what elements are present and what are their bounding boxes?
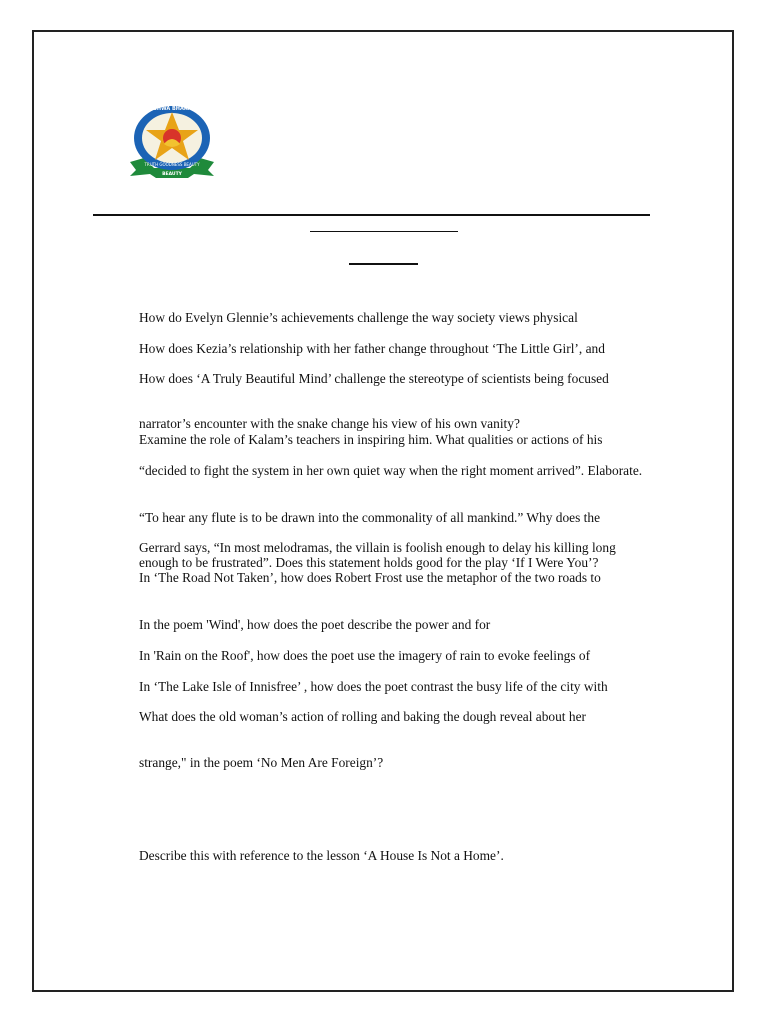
- logo-top-text: VISHWA BHARATI: [147, 106, 197, 112]
- subtitle-underline: [349, 263, 418, 265]
- logo-ribbon-text: BEAUTY: [162, 172, 182, 177]
- question-line: Describe this with reference to the lesson ‘A House Is Not a Home’.: [139, 848, 504, 863]
- question-line: In the poem 'Wind', how does the poet describe the power and for: [139, 617, 491, 632]
- school-logo: [124, 100, 220, 180]
- question-line: What does the old woman’s action of rolling and baking the dough reveal about her: [139, 709, 586, 724]
- question-line: In 'Rain on the Roof', how does the poet use the imagery of rain to evoke feelings of: [139, 648, 591, 663]
- header-rule: [93, 214, 650, 216]
- question-line: Gerrard says, “In most melodramas, the villain is foolish enough to delay his killing long: [139, 540, 616, 555]
- question-line: In ‘The Road Not Taken’, how does Robert Frost use the metaphor of the two roads to: [139, 570, 601, 585]
- question-line: strange," in the poem ‘No Men Are Foreign’?: [139, 755, 384, 770]
- question-line: In ‘The Lake Isle of Innisfree’ , how does the poet contrast the busy life of the city with: [139, 679, 608, 694]
- question-line: How do Evelyn Glennie’s achievements challenge the way society views physical: [139, 310, 578, 325]
- title-underline: [310, 231, 458, 232]
- question-line: narrator’s encounter with the snake change his view of his own vanity?: [139, 416, 520, 431]
- question-line: “To hear any flute is to be drawn into the commonality of all mankind.” Why does the: [139, 510, 601, 525]
- question-line: enough to be frustrated”. Does this statement holds good for the play ‘If I Were You’?: [139, 555, 599, 570]
- question-line: How does ‘A Truly Beautiful Mind’ challenge the stereotype of scientists being focused: [139, 371, 609, 386]
- logo-bottom-text: TRUTH GOODNESS BEAUTY: [144, 162, 200, 167]
- question-line: “decided to fight the system in her own quiet way when the right moment arrived”. Elaborate.: [139, 463, 643, 478]
- question-line: Examine the role of Kalam’s teachers in inspiring him. What qualities or actions of his: [139, 432, 603, 447]
- question-line: How does Kezia’s relationship with her father change throughout ‘The Little Girl’, and: [139, 341, 605, 356]
